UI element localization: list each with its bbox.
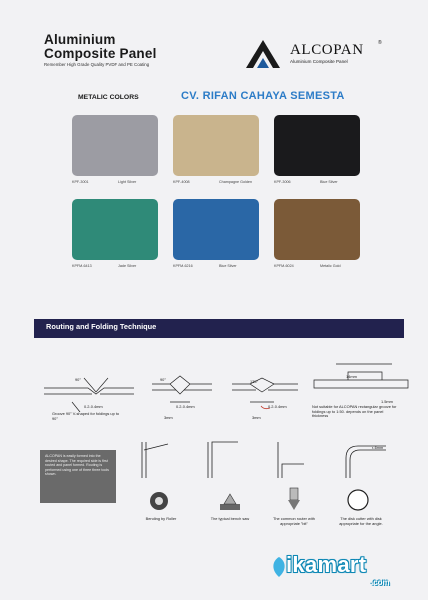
diagram3-bottom: 3mm <box>252 415 261 420</box>
swatch-name: Champagne Golden <box>219 180 253 184</box>
diagram2-dimension: 0.2-0.4mm <box>176 404 195 409</box>
company-name: CV. RIFAN CAHAYA SEMESTA <box>181 90 345 102</box>
diagram4-note: Not suitable for ALCOPAN rectangular groove for foldings up to 1:50. depends on the panel thickness <box>312 404 397 419</box>
swatch-code: KPFM-6024 <box>274 264 294 268</box>
diagram2-bottom: 3mm <box>164 415 173 420</box>
bend-radius-label: r-6mm <box>372 445 384 450</box>
diagram4-right: 1.5mm <box>381 399 393 404</box>
diagram4-top: 14mm <box>346 374 357 379</box>
tool-caption-router: The common router with appropriate "bit" <box>273 516 315 526</box>
tool-caption-bench-saw: The typical bench saw <box>210 516 250 521</box>
diagram1-angle: 90° <box>75 377 81 382</box>
product-subtitle: Remember High Grade Quality PVDF and PE Coating <box>44 62 150 67</box>
bending-diagrams <box>124 438 396 484</box>
swatch-name: Blue Silver <box>219 264 237 268</box>
routing-note-text: ALCOPAN is easily formed into the desired shape. The required side is first routed and panel formed. Routing is performed using one of three three tools shown. <box>45 454 109 477</box>
color-swatch <box>72 199 158 260</box>
routing-title: Routing and Folding Technique <box>46 322 157 331</box>
watermark-text: ikamart <box>286 552 367 577</box>
swatch-name: Metalic Gold <box>320 264 341 268</box>
router-bit-icon <box>284 486 304 512</box>
swatch-code: KPF-3001 <box>72 180 89 184</box>
swatch-name: Blue Silver <box>320 180 338 184</box>
product-title-line2: Composite Panel <box>44 46 157 61</box>
color-swatch <box>72 115 158 176</box>
swatch-code: KPFM-6216 <box>173 264 193 268</box>
swatch-code: KPFM-6413 <box>72 264 92 268</box>
swatch-name: Jade Silver <box>118 264 137 268</box>
color-swatch <box>173 115 259 176</box>
swatch-name: Light Silver <box>118 180 137 184</box>
swatch-code: KPF-3006 <box>274 180 291 184</box>
color-swatch <box>274 115 360 176</box>
brand-name: ALCOPAN <box>290 42 364 58</box>
alcopan-logo-icon <box>246 40 280 68</box>
color-swatch <box>173 199 259 260</box>
roller-icon <box>148 490 170 512</box>
diagram1-dimension: 0.2-0.4mm <box>84 404 103 409</box>
color-swatch <box>274 199 360 260</box>
diagram3-angle: 135° <box>250 379 259 384</box>
bench-saw-icon <box>218 490 242 512</box>
diagram1-note: Groove 90° V-shaped for foldings up to 90° <box>52 411 120 421</box>
brand-registered-mark: ® <box>378 40 382 46</box>
watermark-suffix: .com <box>371 578 390 587</box>
tool-caption-roller: Bending by Roller <box>145 516 177 521</box>
section-title-metallic-colors: METALIC COLORS <box>78 94 139 101</box>
diagram3-dimension: 0.2-0.4mm <box>268 404 287 409</box>
diagram2-angle: 90° <box>160 377 166 382</box>
swatch-code: KPF-4008 <box>173 180 190 184</box>
tool-caption-disk-cutter: The disk cutter with disk appropriate for the angle. <box>339 516 383 526</box>
disk-cutter-icon <box>346 488 370 512</box>
brand-tagline: Aluminium Composite Panel <box>290 59 348 64</box>
product-title-line1: Aluminium <box>44 32 116 47</box>
